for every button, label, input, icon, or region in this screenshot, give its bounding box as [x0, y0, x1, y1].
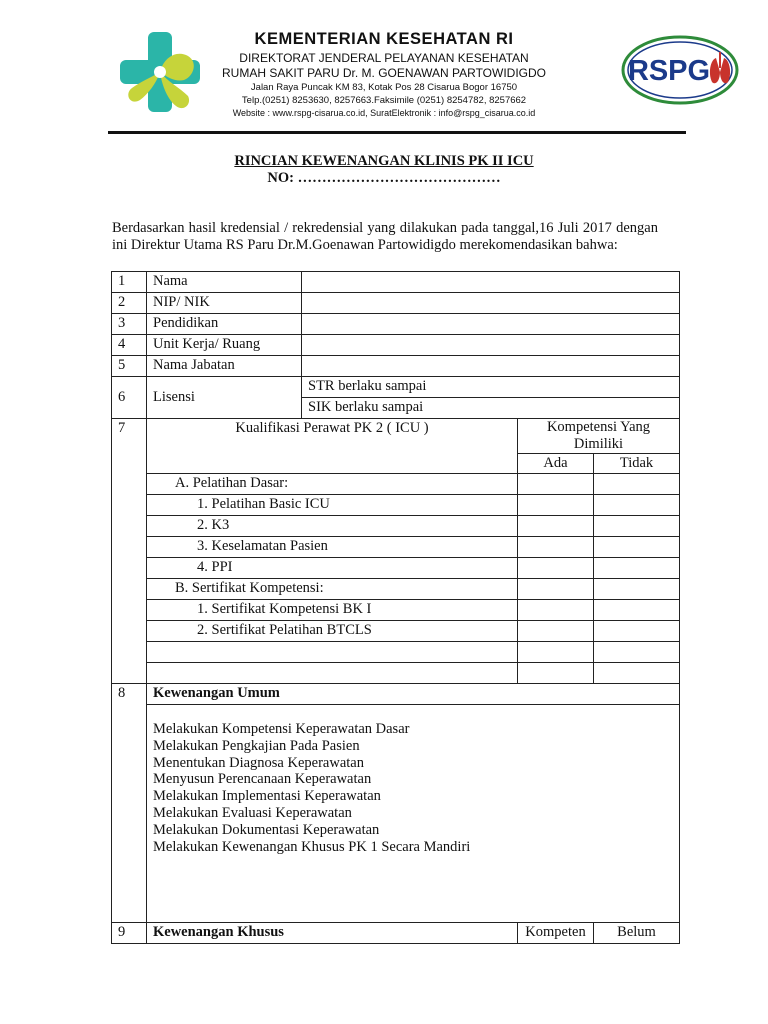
table-row: [112, 705, 680, 923]
ada-cell[interactable]: [518, 642, 594, 663]
row-number: 9: [112, 923, 147, 944]
ada-cell[interactable]: [518, 663, 594, 684]
table-row: [112, 516, 680, 537]
table-row: [112, 684, 680, 705]
competence-header: Kompetensi Yang Dimiliki: [518, 419, 680, 454]
document-number: NO: ……………………………………: [267, 170, 501, 186]
ministry-name: KEMENTERIAN KESEHATAN RI: [254, 30, 514, 48]
row-number: 2: [112, 293, 147, 314]
directorate-name: DIREKTORAT JENDERAL PELAYANAN KESEHATAN: [239, 51, 529, 65]
kompeten-header: Kompeten: [518, 923, 594, 944]
list-item: Melakukan Dokumentasi Keperawatan: [153, 821, 380, 838]
ada-cell[interactable]: [518, 579, 594, 600]
table-row: [112, 558, 680, 579]
list-item: Melakukan Kompetensi Keperawatan Dasar: [153, 721, 410, 737]
training-item: 4. PPI: [147, 558, 518, 579]
blank-cell[interactable]: [147, 663, 518, 684]
tidak-cell[interactable]: [594, 663, 680, 684]
row-number: 5: [112, 356, 147, 377]
row-number: 8: [112, 684, 147, 923]
list-item: Melakukan Pengkajian Pada Pasien: [153, 737, 360, 754]
row-number: 4: [112, 335, 147, 356]
general-authority-title: Kewenangan Umum: [147, 684, 680, 705]
general-authority-list: [147, 705, 680, 923]
ada-cell[interactable]: [518, 558, 594, 579]
cert-item: 2. Sertifikat Pelatihan BTCLS: [147, 621, 518, 642]
rspg-logo: [620, 34, 740, 106]
table-row: [112, 356, 680, 377]
field-label: Pendidikan: [147, 314, 302, 335]
intro-paragraph: Berdasarkan hasil kredensial / rekredensial yang dilakukan pada tanggal,16 Juli 2017 dengan ini Direktur Utama RS Paru Dr.M.Goenawan Partowidigdo merekomendasikan bahwa:: [112, 220, 658, 253]
field-label: Nama: [147, 272, 302, 293]
document-title: RINCIAN KEWENANGAN KLINIS PK II ICU: [234, 153, 534, 169]
table-row: [112, 335, 680, 356]
str-validity[interactable]: STR berlaku sampai: [302, 377, 680, 398]
field-value[interactable]: [302, 314, 680, 335]
special-authority-title: Kewenangan Khusus: [147, 923, 518, 944]
table-row: [112, 419, 680, 454]
row-number: 3: [112, 314, 147, 335]
qualification-header: Kualifikasi Perawat PK 2 ( ICU ): [147, 419, 518, 474]
phone-line: Telp.(0251) 8253630, 8257663.Faksimile (0251) 8254782, 8257662: [241, 95, 527, 106]
list-item: Melakukan Implementasi Keperawatan: [153, 788, 381, 805]
row-number: 6: [112, 377, 147, 419]
ada-header: Ada: [518, 454, 594, 474]
website-line: Website : www.rspg-cisarua.co.id, SuratElektronik : info@rspg_cisarua.co.id: [232, 108, 536, 118]
ada-cell[interactable]: [518, 600, 594, 621]
tidak-cell[interactable]: [594, 516, 680, 537]
list-item: Melakukan Kewenangan Khusus PK 1 Secara Mandiri: [153, 838, 471, 855]
ada-cell[interactable]: [518, 537, 594, 558]
ada-cell[interactable]: [518, 516, 594, 537]
table-row: [112, 642, 680, 663]
sik-validity[interactable]: SIK berlaku sampai: [302, 398, 680, 419]
ada-cell[interactable]: [518, 621, 594, 642]
table-row: [112, 537, 680, 558]
ada-cell[interactable]: [518, 495, 594, 516]
field-label: NIP/ NIK: [147, 293, 302, 314]
table-row: [112, 621, 680, 642]
row-number: 1: [112, 272, 147, 293]
table-row: [112, 600, 680, 621]
table-row: [112, 474, 680, 495]
tidak-cell[interactable]: [594, 600, 680, 621]
table-row: [112, 923, 680, 944]
table-row: [112, 272, 680, 293]
tidak-cell[interactable]: [594, 642, 680, 663]
tidak-cell[interactable]: [594, 537, 680, 558]
ada-cell[interactable]: [518, 474, 594, 495]
tidak-cell[interactable]: [594, 579, 680, 600]
blank-cell[interactable]: [147, 642, 518, 663]
table-row: [112, 314, 680, 335]
rspg-logo-text: RSPG: [628, 55, 710, 87]
belum-header: Belum: [594, 923, 680, 944]
cert-section-title: B. Sertifikat Kompetensi:: [147, 579, 518, 600]
cert-item: 1. Sertifikat Kompetensi BK I: [147, 600, 518, 621]
table-row: [112, 377, 680, 398]
table-row: [112, 663, 680, 684]
training-item: 3. Keselamatan Pasien: [147, 537, 518, 558]
field-label: Lisensi: [147, 377, 302, 419]
list-item: Menyusun Perencanaan Keperawatan: [153, 771, 372, 788]
tidak-cell[interactable]: [594, 558, 680, 579]
table-row: [112, 495, 680, 516]
list-item: Menentukan Diagnosa Keperawatan: [153, 754, 364, 771]
field-label: Nama Jabatan: [147, 356, 302, 377]
training-item: 2. K3: [147, 516, 518, 537]
training-item: 1. Pelatihan Basic ICU: [147, 495, 518, 516]
field-label: Unit Kerja/ Ruang: [147, 335, 302, 356]
table-row: [112, 293, 680, 314]
table-row: [112, 579, 680, 600]
field-value[interactable]: [302, 335, 680, 356]
tidak-cell[interactable]: [594, 621, 680, 642]
tidak-header: Tidak: [594, 454, 680, 474]
tidak-cell[interactable]: [594, 495, 680, 516]
field-value[interactable]: [302, 356, 680, 377]
training-section-title: A. Pelatihan Dasar:: [147, 474, 518, 495]
tidak-cell[interactable]: [594, 474, 680, 495]
address-line: Jalan Raya Puncak KM 83, Kotak Pos 28 Cisarua Bogor 16750: [250, 82, 518, 93]
list-item: Melakukan Evaluasi Keperawatan: [153, 804, 352, 821]
hospital-name: RUMAH SAKIT PARU Dr. M. GOENAWAN PARTOWIDIGDO: [221, 66, 547, 80]
header-divider: [108, 131, 686, 134]
field-value[interactable]: [302, 272, 680, 293]
row-number: 7: [112, 419, 147, 684]
credential-table: [111, 271, 680, 944]
field-value[interactable]: [302, 293, 680, 314]
